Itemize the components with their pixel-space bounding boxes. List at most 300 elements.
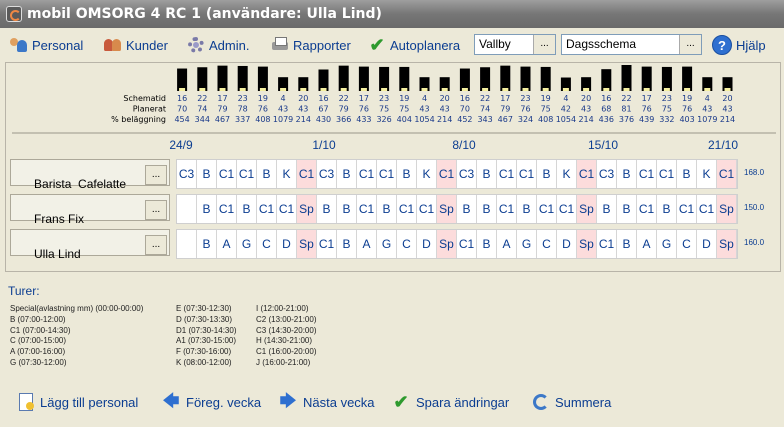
planned-bar	[662, 67, 672, 91]
admin-label: Admin.	[209, 37, 250, 53]
shift-cell[interactable]: B	[477, 160, 497, 188]
stat-value: 337	[235, 115, 251, 124]
shift-cell[interactable]: C1	[217, 195, 237, 223]
personal-label: Personal	[32, 37, 84, 53]
stat-value: 78	[237, 104, 248, 114]
shift-cell[interactable]: C1	[357, 195, 377, 223]
stat-value: 19	[682, 94, 693, 103]
scheduled-bar	[361, 88, 367, 91]
shift-cell[interactable]: G	[657, 230, 677, 258]
action-bar	[0, 390, 784, 416]
shift-legend-item: Special(avlastning mm) (00:00-00:00)	[10, 304, 144, 313]
add-personal-button[interactable]	[16, 390, 138, 414]
stat-value: 439	[639, 115, 655, 124]
prev-week-label: Föreg. vecka	[186, 394, 262, 410]
employee-name-field[interactable]	[10, 159, 170, 191]
gear-icon	[187, 36, 205, 54]
stat-value: 79	[217, 104, 228, 114]
stat-value: 23	[237, 94, 248, 103]
shift-legend-item: A (07:00-16:00)	[10, 347, 66, 357]
shift-cell[interactable]: C1	[497, 195, 517, 223]
shift-cell[interactable]: C3	[177, 160, 197, 188]
stat-value: 19	[399, 94, 410, 103]
stat-value: 43	[702, 104, 713, 114]
shift-legend-item: E (07:30-12:30)	[176, 304, 232, 313]
stat-value: 23	[661, 94, 672, 103]
rapporter-label: Rapporter	[293, 37, 351, 53]
scheduled-bar	[321, 88, 327, 91]
shift-cell[interactable]: B	[317, 195, 337, 223]
stat-value: 20	[722, 94, 733, 103]
shift-cell[interactable]: C1	[717, 160, 737, 188]
shift-cell[interactable]: C	[397, 230, 417, 258]
autoplanera-label: Autoplanera	[390, 37, 461, 53]
stat-value: 43	[439, 104, 450, 114]
stat-value: 19	[257, 94, 268, 103]
shift-cell[interactable]: C1	[437, 160, 457, 188]
shift-cell[interactable]: C1	[557, 195, 577, 223]
autoplanera-button[interactable]	[368, 34, 460, 56]
stat-value: 20	[298, 94, 309, 103]
shift-cell[interactable]: B	[257, 160, 277, 188]
stat-value: 16	[177, 94, 188, 103]
planned-bar	[379, 67, 389, 91]
shift-cell[interactable]: B	[197, 160, 217, 188]
stat-value: 1079	[697, 115, 718, 124]
stat-value: 43	[298, 104, 309, 114]
scheduled-bar	[644, 88, 650, 91]
stat-value: 366	[336, 115, 352, 124]
employee-total-hours: 168.0	[744, 168, 765, 177]
scheduled-bar	[422, 88, 428, 91]
stat-value: 20	[439, 94, 450, 103]
shift-legend-item: B (07:00-12:00)	[10, 314, 66, 324]
stat-value: 16	[601, 94, 612, 103]
shift-legend-item: I (12:00-21:00)	[256, 304, 309, 313]
stat-value: 19	[540, 94, 551, 103]
shift-cell[interactable]: B	[477, 195, 497, 223]
shift-cell[interactable]: C	[677, 230, 697, 258]
planned-bar	[541, 67, 551, 91]
shift-cell[interactable]: B	[337, 160, 357, 188]
scheduled-bar	[704, 88, 710, 91]
planned-bar	[339, 66, 349, 91]
shift-cell[interactable]: Sp	[577, 195, 597, 223]
stat-value: 43	[419, 104, 430, 114]
summarize-label: Summera	[555, 394, 612, 410]
stat-value: 214	[719, 115, 736, 124]
stat-value: 75	[540, 104, 551, 114]
shift-cell[interactable]: C1	[217, 160, 237, 188]
shift-cell[interactable]: C1	[457, 230, 477, 258]
shift-cell[interactable]: B	[337, 195, 357, 223]
shift-cell[interactable]: G	[517, 230, 537, 258]
shift-cell[interactable]: B	[597, 195, 617, 223]
stat-value: 23	[520, 94, 531, 103]
summarize-button[interactable]	[533, 390, 611, 414]
stat-value: 1079	[272, 115, 294, 124]
scheduled-bar	[462, 88, 468, 91]
stat-value: 408	[538, 115, 554, 124]
shift-cell[interactable]: G	[377, 230, 397, 258]
kunder-label: Kunder	[126, 37, 168, 53]
schedule-browse-button[interactable]: ...	[679, 35, 701, 54]
stat-value: 403	[679, 115, 695, 124]
stat-value: 75	[399, 104, 410, 114]
week-label: 24/9	[169, 138, 193, 152]
shift-legend-item: C1 (16:00-20:00)	[256, 347, 317, 357]
shift-cell[interactable]: B	[377, 195, 397, 223]
shift-cell[interactable]: D	[557, 230, 577, 258]
shift-cell[interactable]: A	[497, 230, 517, 258]
employee-browse-button[interactable]: ...	[145, 200, 167, 220]
scheduled-bar	[624, 88, 630, 91]
scheduled-bar	[401, 88, 407, 91]
shift-legend-item: K (08:00-12:00)	[176, 357, 232, 367]
app-icon	[6, 6, 22, 22]
shift-cell[interactable]: B	[477, 230, 497, 258]
stat-value: 452	[457, 115, 473, 124]
shift-legend-item: D1 (07:30-14:30)	[176, 325, 237, 335]
stat-value: 79	[338, 104, 349, 114]
stat-value: 16	[318, 94, 329, 103]
stat-value: 16	[459, 94, 470, 103]
planned-bar	[682, 67, 692, 91]
stat-value: 74	[197, 104, 208, 114]
stat-value: 376	[618, 115, 635, 124]
employee-name-field[interactable]	[10, 194, 170, 226]
add-personal-label: Lägg till personal	[40, 394, 139, 410]
shift-cell[interactable]	[177, 195, 197, 223]
shift-cell[interactable]: C1	[377, 160, 397, 188]
shift-cell[interactable]: K	[697, 160, 717, 188]
shift-cell[interactable]: C1	[537, 195, 557, 223]
scheduled-bar	[664, 88, 670, 91]
employee-name: Frans Fix	[34, 212, 85, 226]
shift-legend-item: F (07:30-16:00)	[176, 347, 232, 357]
shift-cell[interactable]: C3	[317, 160, 337, 188]
shift-cell[interactable]: Sp	[297, 230, 317, 258]
planned-bar	[480, 67, 490, 91]
shift-legend-item: C1 (07:00-14:30)	[10, 325, 71, 335]
planned-bar	[642, 67, 652, 91]
employee-name: Ulla Lind	[34, 247, 81, 261]
week-label: 8/10	[452, 138, 476, 152]
kunder-button[interactable]	[104, 34, 168, 56]
stat-value: 436	[598, 115, 614, 124]
stat-value: 344	[194, 115, 210, 124]
help-button[interactable]	[712, 34, 766, 56]
planned-bar	[399, 67, 409, 91]
stat-value: 22	[621, 94, 632, 103]
scheduled-bar	[603, 88, 609, 91]
shift-cell[interactable]: Sp	[297, 195, 317, 223]
stat-value: 20	[581, 94, 592, 103]
shift-cell[interactable]: Sp	[437, 195, 457, 223]
shift-cell[interactable]: C1	[357, 160, 377, 188]
scheduled-bar	[502, 88, 508, 91]
shift-cells	[176, 194, 738, 224]
stat-value: 43	[581, 104, 592, 114]
shift-cell[interactable]: B	[197, 195, 217, 223]
scheduled-bar	[523, 88, 529, 91]
shift-cell[interactable]: B	[337, 230, 357, 258]
shift-cell[interactable]: B	[397, 160, 417, 188]
planned-bar	[601, 69, 611, 91]
shift-legend-column	[256, 304, 316, 369]
shift-cell[interactable]: Sp	[437, 230, 457, 258]
planned-bar	[238, 66, 248, 91]
shift-legend	[8, 284, 428, 367]
shift-legend-column	[176, 304, 236, 369]
shift-cell[interactable]: C3	[597, 160, 617, 188]
stat-value: 1054	[555, 115, 577, 124]
shift-cell[interactable]: D	[277, 230, 297, 258]
employee-name-field[interactable]	[10, 229, 170, 261]
scheduled-bar	[220, 88, 226, 91]
stat-value: 17	[500, 94, 511, 103]
shift-cell[interactable]: D	[697, 230, 717, 258]
customers-icon	[104, 36, 122, 54]
shift-cell[interactable]: K	[277, 160, 297, 188]
admin-button[interactable]	[187, 34, 249, 56]
shift-legend-heading: Turer:	[8, 284, 40, 298]
shift-cell[interactable]: C1	[497, 160, 517, 188]
shift-cell[interactable]: A	[217, 230, 237, 258]
stat-value: 1054	[414, 115, 435, 124]
title-bar	[0, 0, 784, 28]
stat-value: 17	[358, 94, 369, 103]
shift-legend-item: J (16:00-21:00)	[256, 357, 311, 367]
shift-cell[interactable]: B	[657, 195, 677, 223]
arrow-left-icon: 🡄	[162, 393, 180, 410]
stat-value: 79	[500, 104, 511, 114]
shift-cell[interactable]: C1	[597, 230, 617, 258]
schedule-select[interactable]	[561, 34, 702, 55]
shift-cell[interactable]: A	[637, 230, 657, 258]
shift-cell[interactable]: B	[617, 230, 637, 258]
shift-cell[interactable]: C1	[657, 160, 677, 188]
help-label: Hjälp	[736, 37, 766, 53]
stat-value: 23	[379, 94, 390, 103]
stat-value: 22	[197, 94, 208, 103]
planned-bar	[319, 69, 329, 91]
shift-cell[interactable]: K	[557, 160, 577, 188]
shift-legend-item: C3 (14:30-20:00)	[256, 325, 317, 335]
stat-value: 404	[396, 115, 412, 124]
stat-value: 75	[379, 104, 390, 114]
shift-cell[interactable]: B	[537, 160, 557, 188]
stat-row-label: Planerat	[132, 104, 166, 114]
scheduled-bar	[300, 88, 306, 91]
area-value: Vallby	[479, 37, 511, 51]
stat-value: 214	[578, 115, 594, 124]
shift-cell[interactable]: K	[417, 160, 437, 188]
save-button[interactable]	[392, 390, 509, 414]
shift-cell[interactable]: C1	[297, 160, 317, 188]
stat-value: 408	[255, 115, 271, 124]
shift-cell[interactable]: B	[677, 160, 697, 188]
shift-cell[interactable]: Sp	[717, 195, 737, 223]
scheduled-bar	[341, 88, 347, 91]
shift-cell[interactable]: B	[617, 160, 637, 188]
scheduled-bar	[179, 88, 185, 91]
stat-value: 332	[659, 115, 675, 124]
scheduled-bar	[442, 88, 448, 91]
prev-week-button[interactable]	[162, 390, 261, 414]
employee-browse-button[interactable]: ...	[145, 165, 167, 185]
shift-cell[interactable]: C1	[577, 160, 597, 188]
stat-value: 70	[459, 104, 470, 114]
stat-value: 4	[280, 94, 286, 103]
shift-cell[interactable]: C1	[397, 195, 417, 223]
stat-value: 22	[480, 94, 491, 103]
scheduled-bar	[240, 88, 246, 91]
stat-value: 4	[421, 94, 428, 103]
scheduled-bar	[543, 88, 549, 91]
shift-cell[interactable]: A	[357, 230, 377, 258]
shift-cells	[176, 159, 738, 189]
shift-legend-item: D (07:30-13:30)	[176, 314, 233, 324]
shift-cell[interactable]: B	[197, 230, 217, 258]
stat-value: 324	[517, 115, 534, 124]
planned-bar	[218, 66, 228, 91]
stat-value: 67	[318, 104, 329, 114]
rapporter-button[interactable]	[271, 34, 351, 56]
next-week-label: Nästa vecka	[303, 394, 375, 410]
week-label: 21/10	[707, 138, 739, 152]
stat-value: 81	[621, 104, 632, 114]
planned-bar	[359, 67, 369, 91]
shift-cell[interactable]: B	[457, 195, 477, 223]
scheduled-bar	[280, 88, 286, 91]
stat-value: 43	[278, 104, 289, 114]
shift-cell[interactable]: C1	[257, 195, 277, 223]
stat-value: 4	[704, 94, 710, 103]
scheduled-bar	[381, 88, 387, 91]
check-icon: ✔	[369, 35, 385, 55]
area-select[interactable]	[474, 34, 556, 55]
shift-cell[interactable]: C1	[637, 160, 657, 188]
shift-cell[interactable]	[177, 230, 197, 258]
next-week-button[interactable]	[279, 390, 375, 414]
scheduled-bar	[260, 88, 266, 91]
shift-cell[interactable]: C1	[317, 230, 337, 258]
stat-value: 467	[214, 115, 231, 124]
shift-cell[interactable]: C1	[697, 195, 717, 223]
shift-legend-item: G (07:30-12:00)	[10, 357, 67, 367]
shift-cell[interactable]: B	[237, 195, 257, 223]
stat-value: 42	[560, 104, 571, 114]
shift-cell[interactable]: C1	[417, 195, 437, 223]
shift-cell[interactable]: C1	[517, 160, 537, 188]
scheduled-bar	[684, 88, 690, 91]
employee-browse-button[interactable]: ...	[145, 235, 167, 255]
stat-row-label: % beläggning	[111, 115, 166, 124]
week-label: 15/10	[587, 138, 619, 152]
schedule-panel	[5, 62, 781, 272]
refresh-icon	[533, 394, 549, 410]
planned-bar	[521, 67, 531, 91]
stat-value: 430	[315, 115, 332, 124]
scheduled-bar	[583, 88, 589, 91]
planned-bar	[258, 67, 268, 91]
shift-cell[interactable]: B	[617, 195, 637, 223]
stat-value: 326	[376, 115, 392, 124]
stat-value: 76	[257, 104, 268, 114]
people-icon	[10, 36, 28, 54]
personal-button[interactable]	[10, 34, 83, 56]
window-title: mobil OMSORG 4 RC 1 (användare: Ulla Lind)	[27, 6, 382, 22]
stat-value: 76	[641, 104, 652, 114]
shift-cell[interactable]: C1	[277, 195, 297, 223]
stat-value: 74	[480, 104, 491, 114]
stat-value: 343	[477, 115, 493, 124]
schedule-value: Dagsschema	[566, 37, 637, 51]
planned-bar	[177, 69, 187, 91]
shift-cell[interactable]: C1	[237, 160, 257, 188]
shift-cell[interactable]: D	[417, 230, 437, 258]
scheduled-bar	[563, 88, 569, 91]
scheduled-bar	[725, 88, 731, 91]
stat-value: 467	[497, 115, 513, 124]
week-label: 1/10	[312, 138, 336, 152]
stat-value: 22	[338, 94, 349, 103]
shift-cell[interactable]: G	[237, 230, 257, 258]
shift-cells	[176, 229, 738, 259]
shift-cell[interactable]: Sp	[577, 230, 597, 258]
stat-value: 433	[356, 115, 372, 124]
planned-bar	[622, 65, 632, 91]
shift-cell[interactable]: B	[517, 195, 537, 223]
stat-value: 76	[520, 104, 531, 114]
arrow-right-icon: 🡆	[279, 393, 297, 410]
shift-cell[interactable]: C	[537, 230, 557, 258]
scheduled-bar	[482, 88, 488, 91]
area-browse-button[interactable]: ...	[533, 35, 555, 54]
shift-cell[interactable]: C3	[457, 160, 477, 188]
stat-value: 454	[174, 115, 190, 124]
planned-bar	[500, 66, 510, 91]
stat-value: 214	[295, 115, 311, 124]
planned-bar	[197, 67, 207, 91]
stat-value: 76	[358, 104, 369, 114]
stat-value: 68	[601, 104, 612, 114]
stat-value: 70	[177, 104, 188, 114]
help-icon: ?	[712, 35, 732, 55]
employee-name: Barista Cafelatte	[34, 177, 127, 191]
shift-legend-item: C (07:00-15:00)	[10, 336, 67, 346]
shift-legend-column	[10, 304, 143, 369]
toolbar	[0, 30, 784, 60]
planned-bar	[460, 69, 470, 91]
shift-cell[interactable]: C	[257, 230, 277, 258]
stat-value: 17	[641, 94, 652, 103]
save-label: Spara ändringar	[416, 394, 510, 410]
stat-value: 4	[563, 94, 569, 103]
stat-row-label: Schematid	[123, 94, 166, 103]
stat-value: 43	[722, 104, 733, 114]
add-document-icon	[16, 393, 34, 411]
shift-legend-item: C2 (13:00-21:00)	[256, 314, 317, 324]
shift-legend-item: A1 (07:30-15:00)	[176, 336, 237, 346]
shift-cell[interactable]: C1	[637, 195, 657, 223]
employee-total-hours: 150.0	[744, 203, 765, 212]
stat-value: 75	[661, 104, 672, 114]
shift-cell[interactable]: Sp	[717, 230, 737, 258]
check-icon: ✔	[393, 392, 409, 412]
shift-cell[interactable]: C1	[677, 195, 697, 223]
